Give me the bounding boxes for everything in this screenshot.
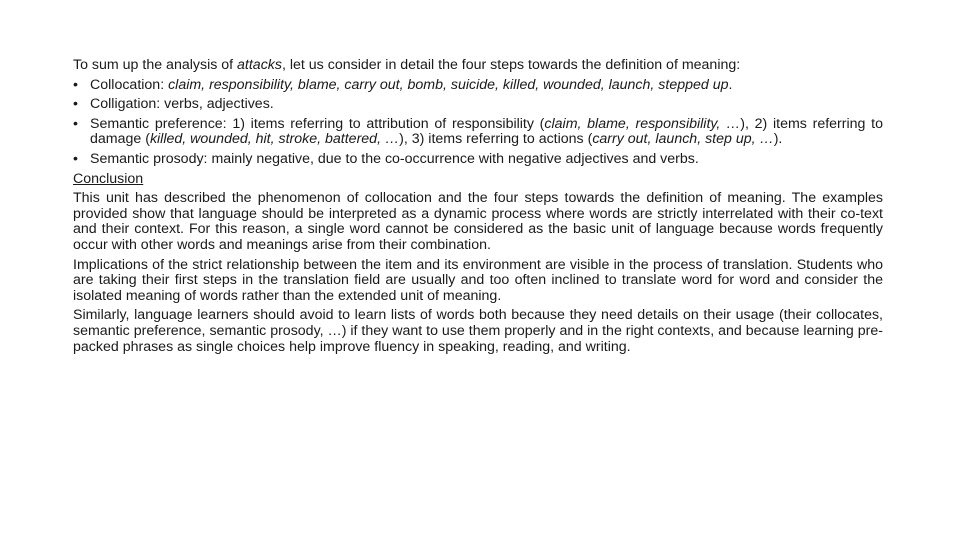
conclusion-paragraph-3: Similarly, language learners should avoid to learn lists of words both because they need details on their usage (their collocates, semantic preference, semantic prosody, …) if they want to use them properly and in the right contexts, and because learning pre-packed phrases as single choices help improve fluency in speaking, reading, and writing. [73,307,883,355]
bullet-icon: • [73,76,78,93]
intro-text: To sum up the analysis of [73,57,238,73]
preference-text-4: ). [773,131,783,148]
preference-text-1: Semantic preference: 1) items referring to attribution of responsibility ( [90,115,545,132]
preference-examples-3: carry out, launch, step up, … [592,131,774,148]
conclusion-paragraph-2: Implications of the strict relationship between the item and its environment are visible in the process of translation. Students who are taking their first steps in the translation field are usually and too often inclined to translate word for word and consider the isolated meaning of words rather than the extended unit of meaning. [73,256,883,304]
intro-text-end: , let us consider in detail the four steps towards the definition of meaning: [281,57,741,73]
bullet-icon: • [73,96,78,113]
preference-text-2: ), 2) items referring to damage ( [90,115,883,148]
preference-examples-2: killed, wounded, hit, stroke, battered, … [149,131,400,148]
bullet-icon: • [73,150,78,167]
bullet-semantic-preference [73,117,883,148]
slide-content [73,58,883,359]
intro-paragraph [73,58,883,74]
bullet-colligation [73,97,883,113]
bullet-semantic-prosody [73,152,883,168]
collocation-examples: claim, responsibility, blame, carry out, bomb, suicide, killed, wounded, launch, stepped up [168,76,729,93]
steps-list [73,78,883,168]
colligation-text: Colligation: verbs, adjectives. [90,96,274,113]
conclusion-heading: Conclusion [73,170,144,187]
preference-examples-1: claim, blame, responsibility, … [544,115,741,132]
bullet-icon: • [73,115,78,132]
collocation-label: Collocation: [90,76,169,93]
conclusion-paragraph-1: This unit has described the phenomenon of collocation and the four steps towards the definition of meaning. The examples provided show that language should be interpreted as a dynamic process where words are strictly interrelated with their co-text and their context. For this reason, a single word cannot be considered as the basic unit of language because words frequently occur with other words and meanings arise from their combination. [73,190,883,253]
collocation-end: . [728,76,733,93]
intro-keyword: attacks [237,57,282,73]
preference-text-3: ), 3) items referring to actions ( [399,131,593,148]
prosody-text: Semantic prosody: mainly negative, due to the co-occurrence with negative adjectives and verbs. [90,150,699,167]
bullet-collocation [73,78,883,94]
